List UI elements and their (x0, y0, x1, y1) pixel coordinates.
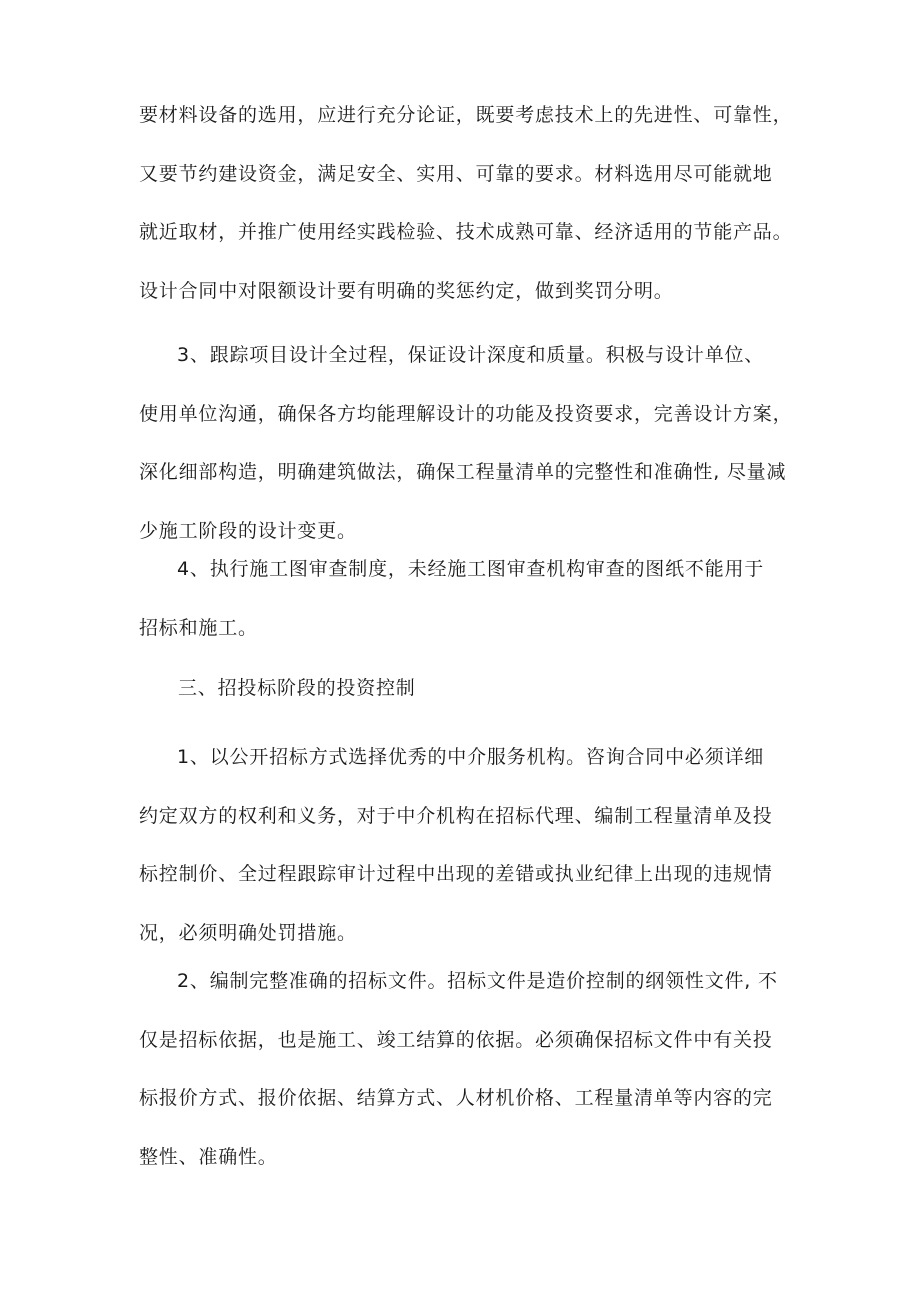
text-line: 又要节约建设资金，满足安全、实用、可靠的要求。材料选用尽可能就地 (139, 162, 773, 185)
text-line: 3、跟踪项目设计全过程，保证设计深度和质量。积极与设计单位、 (177, 344, 765, 366)
text-line: 少施工阶段的设计变更。 (139, 519, 357, 542)
text-line: 深化细部构造，明确建筑做法，确保工程量清单的完整性和准确性, 尽量减 (139, 461, 787, 483)
text-line: 标报价方式、报价依据、结算方式、人材机价格、工程量清单等内容的完 (139, 1087, 773, 1109)
text-line: 标控制价、全过程跟踪审计过程中出现的差错或执业纪律上出现的违规情 (139, 863, 773, 885)
paragraph-section3-item-1 (139, 728, 789, 962)
text-line: 况，必须明确处罚措施。 (139, 921, 357, 944)
paragraph-item-3 (139, 326, 793, 560)
text-line: 约定双方的权利和义务，对于中介机构在招标代理、编制工程量清单及投 (139, 804, 773, 827)
paragraph-item-4 (139, 540, 789, 657)
text-line: 2、编制完整准确的招标文件。招标文件是造价控制的纲领性文件, 不 (177, 970, 778, 992)
text-line: 整性、准确性。 (139, 1145, 278, 1168)
text-line: 要材料设备的选用，应进行充分论证，既要考虑技术上的先进性、可靠性， (139, 104, 793, 126)
text-line: 1、以公开招标方式选择优秀的中介服务机构。咨询合同中必须详细 (177, 746, 765, 768)
text-line: 4、执行施工图审查制度，未经施工图审查机构审查的图纸不能用于 (177, 558, 765, 580)
text-line: 设计合同中对限额设计要有明确的奖惩约定，做到奖罚分明。 (139, 279, 674, 302)
text-line: 就近取材，并推广使用经实践检验、技术成熟可靠、经济适用的节能产品。 (139, 221, 793, 243)
paragraph-continuation (139, 86, 793, 320)
text-line: 使用单位沟通，确保各方均能理解设计的功能及投资要求，完善设计方案， (139, 402, 793, 425)
paragraph-section3-item-2 (139, 952, 789, 1186)
text-line: 招标和施工。 (139, 616, 258, 639)
section-heading: 三、招投标阶段的投资控制 (178, 677, 416, 699)
text-line: 仅是招标依据，也是施工、竣工结算的依据。必须确保招标文件中有关投 (139, 1028, 773, 1051)
